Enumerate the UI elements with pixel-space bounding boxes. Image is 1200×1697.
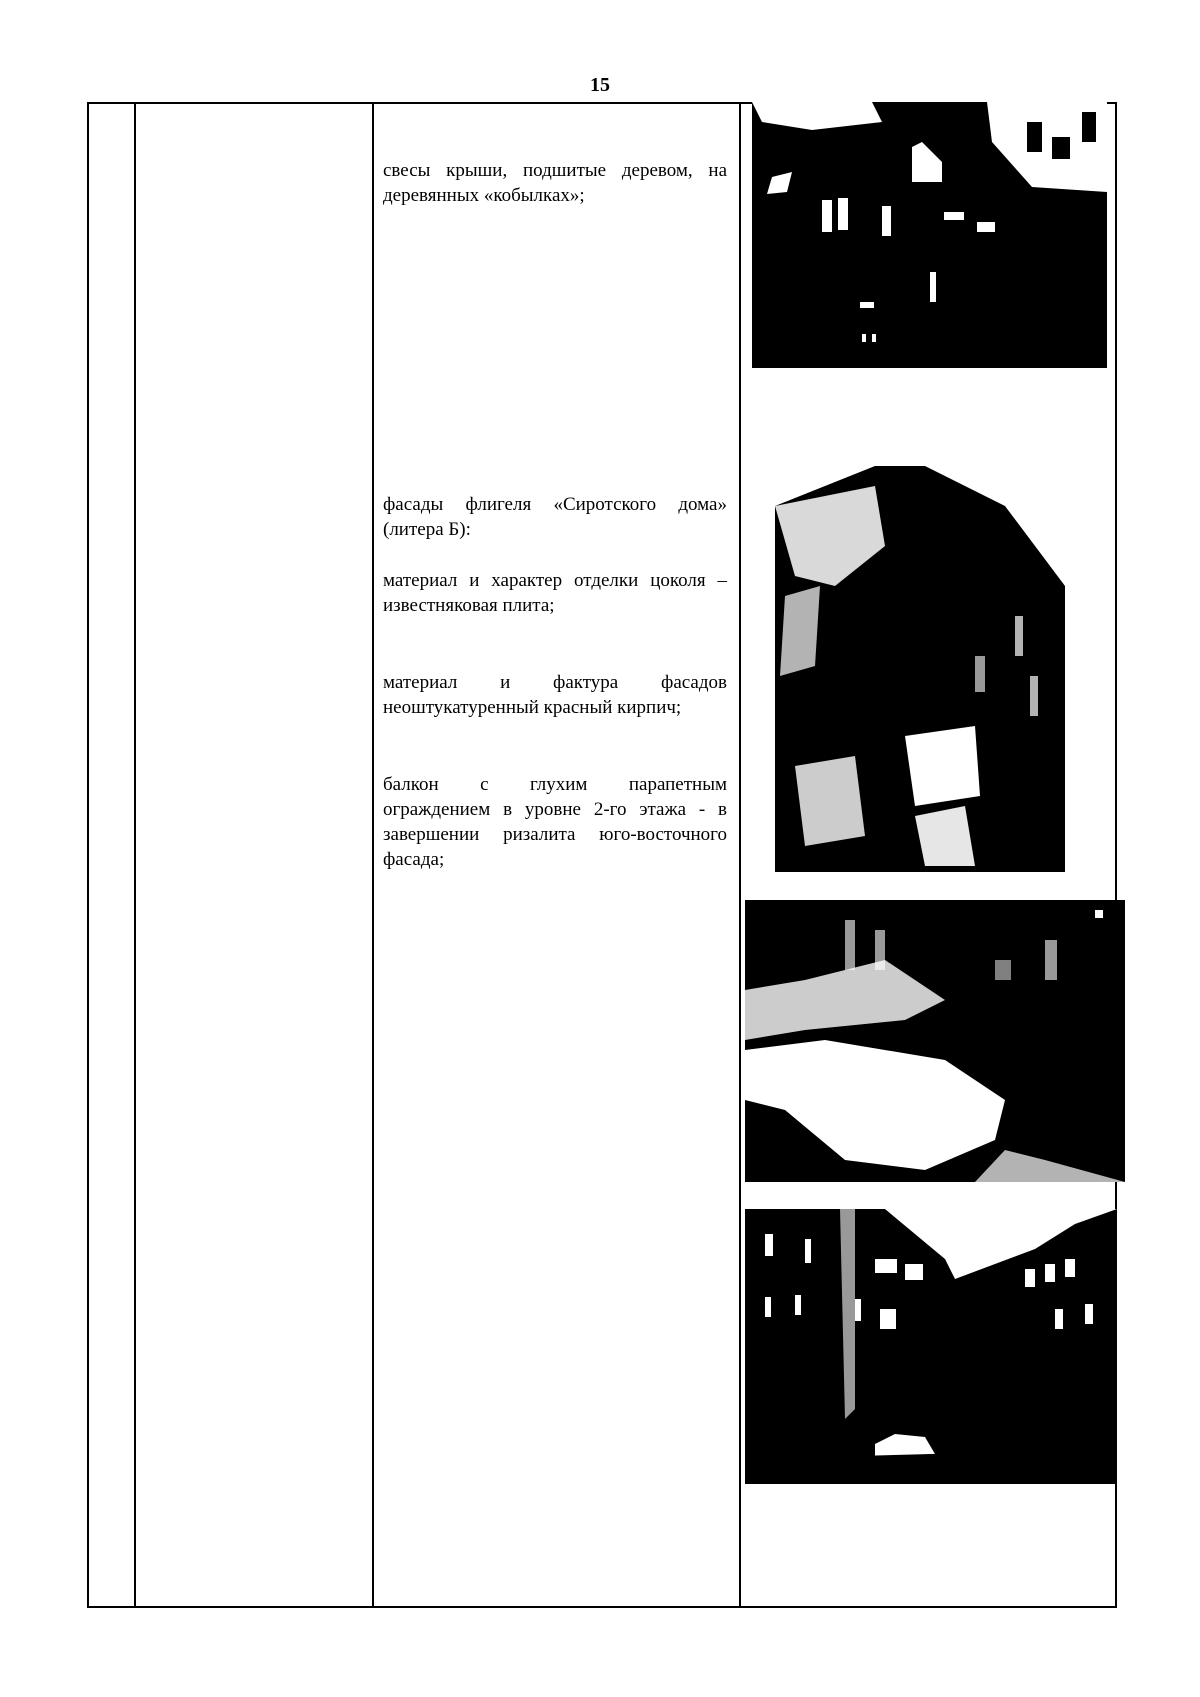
column-divider-2	[372, 104, 374, 1606]
photo-roof-eaves	[752, 102, 1107, 368]
page-number: 15	[590, 74, 610, 96]
text-facades-heading: фасады флигеля «Сиротского дома» (литера Б):	[383, 494, 727, 540]
column-divider-3	[739, 104, 741, 1606]
photo-annex-facade	[775, 466, 1078, 872]
text-roof-eaves: свесы крыши, подшитые деревом, на деревянных «кобылках»;	[383, 160, 727, 206]
text-facade-material: материал и фактура фасадов неоштукатуренный красный кирпич;	[383, 672, 727, 718]
text-balcony: балкон с глухим парапетным ограждением в уровне 2-го этажа - в завершении ризалита юго-восточного фасада;	[383, 774, 727, 870]
photo-plinth	[745, 900, 1125, 1182]
text-plinth-material: материал и характер отделки цоколя – известняковая плита;	[383, 570, 727, 616]
column-divider-1	[134, 104, 136, 1606]
photo-building-corner	[745, 1209, 1117, 1484]
